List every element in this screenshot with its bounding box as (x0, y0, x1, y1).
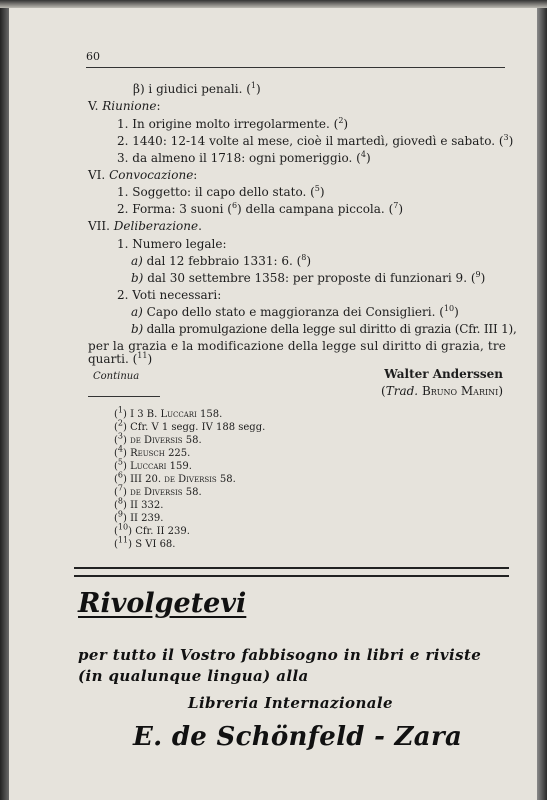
footnote: ($^4$) Reusch 225. (114, 444, 191, 459)
continua-label: Continua (93, 371, 140, 382)
outline-line: 2. 1440: 12-14 volte al mese, cioè il martedì, giovedì e sabato. ($^3$) (117, 133, 514, 148)
section-heading: V. Riunione: (88, 99, 161, 113)
outline-line: 1. Numero legale: (117, 237, 227, 251)
scan-edge-left (0, 0, 9, 800)
footnote: ($^1$) I 3 B. Luccari 158. (114, 405, 223, 420)
outline-line: β) i giudici penali. ($^1$) (133, 81, 261, 96)
footnote: ($^2$) Cfr. V 1 segg. IV 188 segg. (114, 418, 266, 433)
header-rule (86, 67, 505, 68)
footnote: ($^{10}$) Cfr. II 239. (114, 522, 190, 537)
ad-line: (in qualunque lingua) alla (78, 667, 309, 685)
outline-line: per la grazia e la modificazione della legge sul diritto di grazia, tre (88, 339, 506, 353)
outline-line: b) dal 30 settembre 1358: per proposte di funzionari 9. ($^9$) (131, 270, 486, 285)
outline-line: 1. Soggetto: il capo dello stato. ($^5$) (117, 184, 325, 199)
footnote: ($^{11}$) S VI 68. (114, 535, 176, 550)
ad-bookstore-name: Libreria Internazionale (188, 694, 393, 712)
outline-line: 1. In origine molto irregolarmente. ($^2$) (117, 116, 349, 131)
translator-credit: (Trad. Bruno Marini) (381, 384, 503, 398)
footnote: ($^9$) II 239. (114, 509, 164, 524)
ad-line: per tutto il Vostro fabbisogno in libri e riviste (78, 646, 482, 664)
outline-line: 2. Forma: 3 suoni ($^6$) della campana piccola. ($^7$) (117, 201, 404, 216)
ad-top-rule (74, 567, 509, 577)
scan-edge-right (537, 0, 547, 800)
author-name: Walter Anderssen (384, 367, 503, 381)
page-number: 60 (86, 50, 100, 63)
ad-bookstore-owner: E. de Schönfeld - Zara (133, 722, 463, 752)
outline-line: quarti. ($^{11}$) (88, 351, 153, 366)
outline-line: a) Capo dello stato e maggioranza dei Consiglieri. ($^{10}$) (131, 304, 459, 319)
outline-line: a) dal 12 febbraio 1331: 6. ($^8$) (131, 253, 312, 268)
footnote: ($^8$) II 332. (114, 496, 164, 511)
footnote: ($^7$) de Diversis 58. (114, 483, 202, 498)
continua-rule (88, 396, 160, 397)
footnote: ($^6$) III 20. de Diversis 58. (114, 470, 236, 485)
ad-headline: Rivolgetevi (78, 588, 247, 619)
outline-line: 2. Voti necessari: (117, 288, 222, 302)
outline-line: 3. da almeno il 1718: ogni pomeriggio. ($^4$) (117, 150, 371, 165)
section-heading: VII. Deliberazione. (88, 219, 202, 233)
footnote: ($^5$) Luccari 159. (114, 457, 192, 472)
footnote: ($^3$) de Diversis 58. (114, 431, 202, 446)
section-heading: VI. Convocazione: (88, 168, 198, 182)
scan-edge-top (0, 0, 547, 8)
outline-line: b) dalla promulgazione della legge sul diritto di grazia (Cfr. III 1), (131, 322, 517, 336)
